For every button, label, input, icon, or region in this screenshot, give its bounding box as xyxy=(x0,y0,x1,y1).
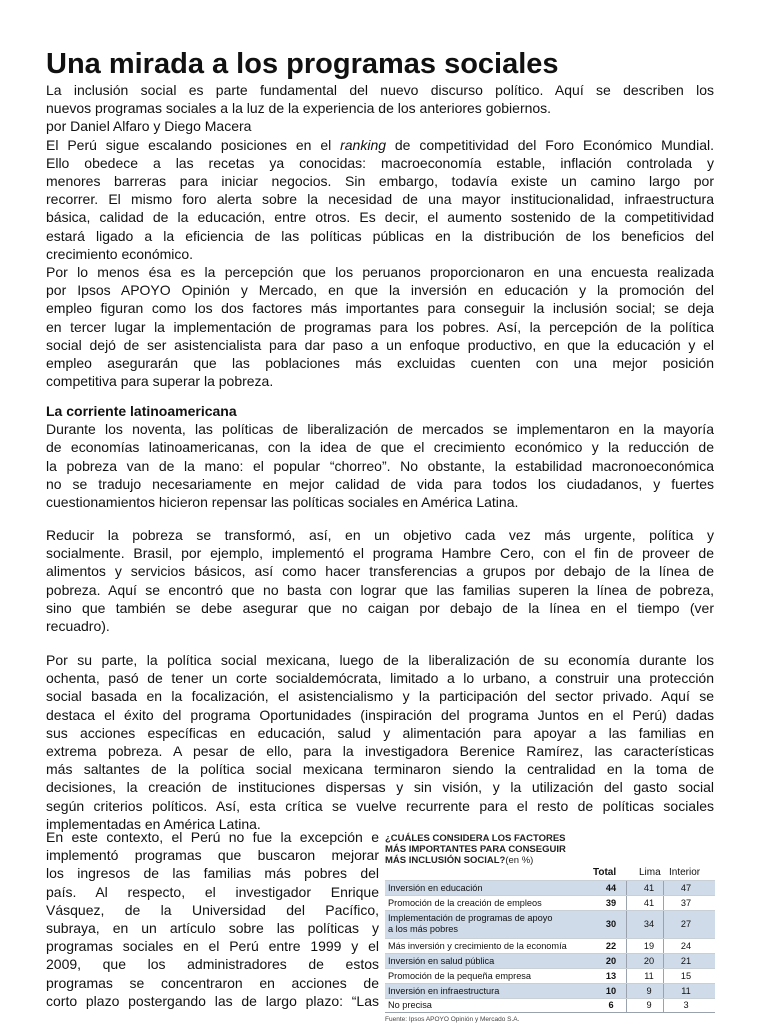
survey-title-text: MÁS INCLUSIÓN SOCIAL? xyxy=(385,855,506,866)
paragraph-line: Por su parte, la política social mexicana, luego de la liberalización de su economía durante los xyxy=(46,652,714,668)
survey-value-lima: 34 xyxy=(643,919,655,929)
paragraph-line: pobreza. Aquí se encontró que no basta con lograr que las familias superen la línea de pobreza, xyxy=(46,581,714,598)
paragraph-line: social dejó de ser asistencialista para dar paso a un enfoque productivo, en que la educación y el xyxy=(46,336,714,353)
survey-row xyxy=(385,968,715,983)
section-latinoamericana xyxy=(46,402,714,511)
paragraph-line: estará ligado a la eficiencia de las políticas públicas en la distribución de los beneficios del xyxy=(46,227,714,244)
paragraph-line: según criterios políticos. Así, esta crítica se vuelve recurrente para el resto de políticas sociales xyxy=(46,797,714,814)
paragraph-line: Por lo menos ésa es la percepción que los peruanos proporcionaron en una encuesta realizada xyxy=(46,264,714,280)
column-header-lima: Lima xyxy=(639,867,661,878)
survey-value-total: 13 xyxy=(605,970,617,981)
paragraph-line: 2009, que los administradores de estos xyxy=(46,956,379,973)
paragraph-line: Durante los noventa, las políticas de liberalización de mercados se implementaron en la mayoría xyxy=(46,421,714,438)
survey-row xyxy=(385,938,715,953)
survey-value-interior: 47 xyxy=(680,882,692,893)
survey-row xyxy=(385,880,715,895)
paragraph-line: Ello obedece a las recetas ya conocidas: macroeconomía estable, inflación controlada y xyxy=(46,154,714,171)
survey-value-lima: 9 xyxy=(646,985,652,996)
survey-row xyxy=(385,983,715,998)
column-header-total: Total xyxy=(593,867,617,878)
paragraph-2 xyxy=(46,263,714,390)
paragraph-line: En este contexto, el Perú no fue la excepción e xyxy=(46,829,379,845)
survey-value-interior: 27 xyxy=(680,919,692,929)
paragraph-line: recuadro). xyxy=(46,617,110,634)
survey-row xyxy=(385,910,715,938)
survey-value-interior: 11 xyxy=(681,985,691,996)
paragraph-line: implementó programas que buscaron mejorar xyxy=(46,847,379,864)
section-heading: La corriente latinoamericana xyxy=(46,403,237,419)
survey-value-lima: 20 xyxy=(643,955,655,966)
paragraph-line: cuestionamientos hicieron repensar las políticas sociales en América Latina. xyxy=(46,493,519,510)
survey-value-interior: 37 xyxy=(680,897,692,908)
article-lead xyxy=(46,81,714,136)
paragraph-5 xyxy=(46,651,714,833)
paragraph-line: menores barreras para iniciar negocios. Sin embargo, todavía existe un camino largo por xyxy=(46,172,714,189)
survey-value-lima: 19 xyxy=(643,940,655,951)
lead-line: La inclusión social es parte fundamental del nuevo discurso político. Aquí se describen los xyxy=(46,82,714,98)
paragraph-line: de economías latinoamericanas, con la idea de que el crecimiento económico y la reducción de xyxy=(46,439,714,456)
paragraph-line: corto plazo postergando las de largo plazo: “Las xyxy=(46,992,379,1009)
paragraph-line: empleo figuran como los dos factores más importantes para conseguir la inclusión social; se deja xyxy=(46,300,714,317)
survey-value-lima: 41 xyxy=(643,882,655,893)
lead-line: nuevos programas sociales a la luz de la experiencia de los anteriores gobiernos. xyxy=(46,100,552,117)
survey-rows xyxy=(385,880,715,1013)
survey-row-label: Más inversión y crecimiento de la economía xyxy=(388,940,567,951)
survey-title xyxy=(385,833,715,866)
paragraph-line: más saltantes de la política social mexicana terminaron siendo la centralidad en la toma de xyxy=(46,761,714,778)
survey-value-total: 30 xyxy=(605,919,617,929)
paragraph-line: extrema pobreza. A pesar de ello, para la investigadora Berenice Ramírez, las características xyxy=(46,742,714,759)
survey-value-interior: 21 xyxy=(680,955,692,966)
survey-row-label-line: a los más pobres xyxy=(388,924,458,934)
survey-row xyxy=(385,953,715,968)
survey-source: Fuente: Ipsos APOYO Opinión y Mercado S.A. xyxy=(385,1016,520,1023)
survey-row xyxy=(385,998,715,1013)
paragraph-line: subraya, en un artículo sobre las políticas y xyxy=(46,919,379,936)
survey-row-label: No precisa xyxy=(388,1000,432,1010)
survey-value-lima: 41 xyxy=(643,897,655,908)
paragraph-line: competitiva para superar la pobreza. xyxy=(46,373,274,390)
paragraph-line: decisiones, la creación de instituciones dispersas y sin visión, y la utilización del gasto social xyxy=(46,779,714,796)
paragraph-line: programas se concentraron en acciones de xyxy=(46,974,379,991)
paragraph-line: implementadas en América Latina. xyxy=(46,815,261,832)
paragraph-line: no se tradujo necesariamente en mejor calidad de vida para todos los ciudadanos, y fuertes xyxy=(46,475,714,492)
survey-title-line: MÁS IMPORTANTES PARA CONSEGUIR xyxy=(385,844,566,855)
survey-unit: (en %) xyxy=(505,855,534,866)
paragraph-line: ochenta, pasó de tener un corte socialdemócrata, limitado a lo urbano, a construir una protección xyxy=(46,670,714,687)
survey-table xyxy=(385,833,715,1023)
survey-row-label-line: Implementación de programas de apoyo xyxy=(388,913,553,923)
survey-value-lima: 9 xyxy=(646,1000,652,1010)
paragraph-line: sus acciones específicas en educación, salud y alimentación para apoyar a las familias en xyxy=(46,724,714,741)
paragraph-line: crecimiento económico. xyxy=(46,245,194,262)
paragraph-line: por Ipsos APOYO Opinión y Mercado, en que la inversión en educación y la promoción del xyxy=(46,282,714,299)
survey-row-label: Inversión en infraestructura xyxy=(388,985,500,996)
survey-row-label xyxy=(388,913,552,935)
paragraph-line: sino que también se debe asegurar que no caigan por debajo de la línea en el tiempo (ver xyxy=(46,599,714,616)
survey-title-line xyxy=(385,855,715,866)
survey-row xyxy=(385,895,715,910)
paragraph-1 xyxy=(46,136,714,263)
survey-row-label: Promoción de la pequeña empresa xyxy=(388,970,532,981)
survey-value-total: 44 xyxy=(605,882,617,893)
article-title: Una mirada a los programas sociales xyxy=(46,48,559,80)
column-header-interior: Interior xyxy=(669,867,701,878)
paragraph-line xyxy=(46,136,714,154)
paragraph-line: en tercer lugar la implementación de programas para los pobres. Así, la percepción de la política xyxy=(46,318,714,335)
survey-column-headers xyxy=(385,866,715,880)
paragraph-line: social basada en la focalización, el asistencialismo y la participación del sector privado. Aquí se xyxy=(46,688,714,705)
survey-value-total: 22 xyxy=(605,940,617,951)
survey-value-interior: 3 xyxy=(683,1000,689,1010)
survey-value-total: 39 xyxy=(605,897,617,908)
paragraph-line: alimentos y servicios básicos, así como hacer transferencias a grupos por debajo de la línea de xyxy=(46,563,714,580)
paragraph-line: destaca el éxito del programa Oportunidades (inspiración del programa Juntos en el Perú) dadas xyxy=(46,706,714,723)
survey-value-total: 20 xyxy=(605,955,617,966)
survey-row-label: Promoción de la creación de empleos xyxy=(388,897,542,908)
survey-row-label: Inversión en educación xyxy=(388,882,483,893)
byline: por Daniel Alfaro y Diego Macera xyxy=(46,118,252,135)
survey-value-total: 10 xyxy=(605,985,617,996)
survey-value-interior: 15 xyxy=(680,970,692,981)
paragraph-line: los ingresos de las familias más pobres del xyxy=(46,865,379,882)
paragraph-4 xyxy=(46,526,714,635)
paragraph-line: empleo asegurarán que las poblaciones más excluidas cuenten con una mejor posición xyxy=(46,354,714,371)
survey-row-label: Inversión en salud pública xyxy=(388,955,495,966)
ranking-word: ranking xyxy=(340,136,387,153)
paragraph-line: básica, calidad de la educación, entre otros. Es decir, el aumento sostenido de la competitividad xyxy=(46,209,714,226)
paragraph-line: Reducir la pobreza se transformó, así, en un objetivo cada vez más urgente, política y xyxy=(46,527,714,543)
survey-value-interior: 24 xyxy=(680,940,692,951)
paragraph-line: programas sociales en el Perú entre 1999 y el xyxy=(46,938,379,955)
paragraph-line: recorrer. El mismo foro alerta sobre la necesidad de una mayor institucionalidad, infraestructura xyxy=(46,191,714,208)
text-run: El Perú sigue escalando posiciones en el xyxy=(46,136,341,153)
survey-value-lima: 11 xyxy=(644,970,654,981)
text-run: de competitividad del Foro Económico Mundial. xyxy=(386,136,714,153)
survey-title-line: ¿CUÁLES CONSIDERA LOS FACTORES xyxy=(385,833,566,844)
survey-value-total: 6 xyxy=(608,1000,614,1010)
paragraph-6 xyxy=(46,828,379,1010)
paragraph-line: Vásquez, de la Universidad del Pacífico, xyxy=(46,901,379,918)
paragraph-line: la pobreza van de la mano: el popular “chorreo”. No obstante, la estabilidad macronoeconómica xyxy=(46,457,714,474)
paragraph-line: país. Al respecto, el investigador Enrique xyxy=(46,883,379,900)
paragraph-line: socialmente. Brasil, por ejemplo, implementó el programa Hambre Cero, con el fin de proveer de xyxy=(46,545,714,562)
